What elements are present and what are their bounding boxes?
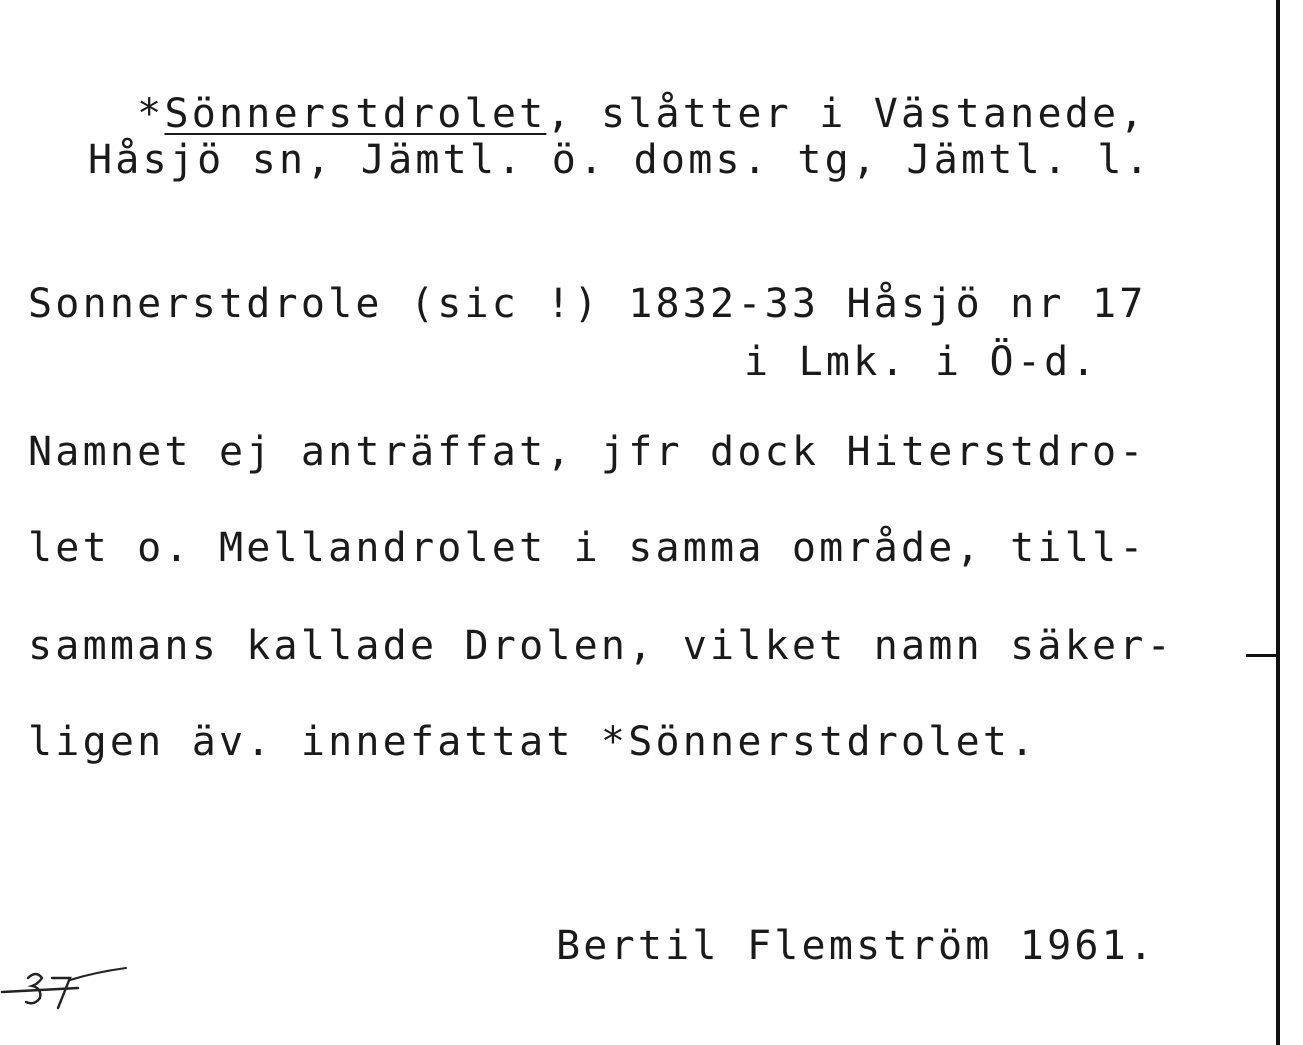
heading-description: , slåtter i Västanede, (546, 91, 1147, 137)
source-line-1: Sonnerstdrole (sic !) 1832-33 Håsjö nr 17 (28, 281, 1147, 327)
signature: Bertil Flemström 1961. (556, 923, 1157, 969)
asterisk-mark: * (137, 91, 165, 137)
location-line: Håsjö sn, Jämtl. ö. doms. tg, Jämtl. l. (88, 137, 1152, 183)
source-line-2: i Lmk. i Ö-d. (744, 339, 1099, 385)
body-line-3: sammans kallade Drolen, vilket namn säker- (28, 623, 1174, 669)
handwritten-number-mark (0, 962, 130, 1032)
body-line-4: ligen äv. innefattat *Sönnerstdrolet. (28, 719, 1038, 765)
body-line-1: Namnet ej anträffat, jfr dock Hiterstdro- (28, 429, 1147, 475)
card-edge-rule (1276, 0, 1280, 1045)
card-edge-tick (1246, 654, 1280, 657)
body-line-2: let o. Mellandrolet i samma område, till- (28, 525, 1147, 571)
headword: Sönnerstdrolet (164, 91, 547, 137)
